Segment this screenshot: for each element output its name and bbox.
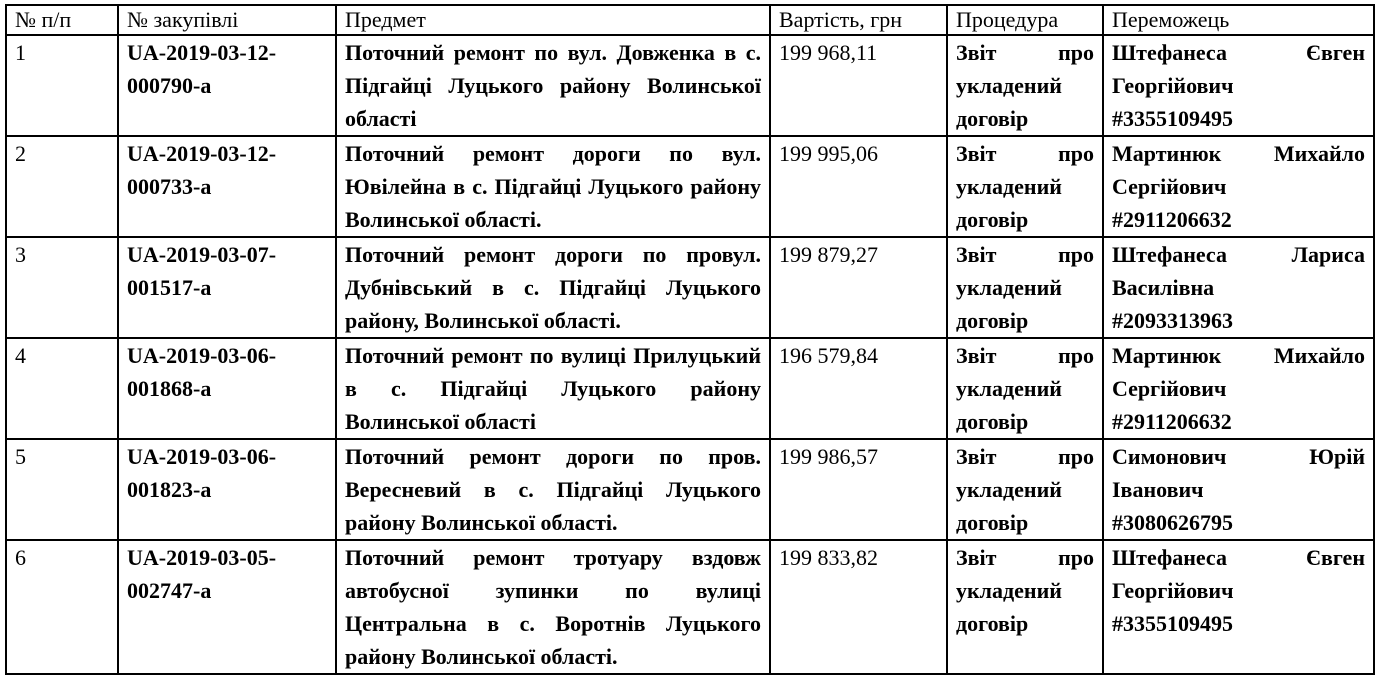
cell-num xyxy=(6,439,118,540)
cell-num xyxy=(6,237,118,338)
winner-patronymic: Василівна xyxy=(1112,275,1215,300)
procedure-line3: договір xyxy=(956,611,1029,636)
procedure-word2: про xyxy=(1058,343,1094,368)
cost-value: 199 995,06 xyxy=(779,141,878,166)
cell-procedure xyxy=(947,136,1103,237)
cell-cost xyxy=(770,338,947,439)
subject-text: Поточний ремонт дороги по провул. Дубнівський в с. Підгайці Луцького району, Волинської області. xyxy=(345,242,761,333)
procedure-line1 xyxy=(956,541,1094,574)
procedure-line3: договір xyxy=(956,308,1029,333)
tender-id-part2: 000733-a xyxy=(127,174,212,199)
procedure-word1: Звіт xyxy=(956,545,997,570)
cell-num xyxy=(6,540,118,674)
procedure-line1 xyxy=(956,440,1094,473)
subject-text: Поточний ремонт дороги по пров. Вересневий в с. Підгайці Луцького району Волинської області. xyxy=(345,444,761,535)
winner-name: Михайло xyxy=(1273,141,1365,166)
winner-surname: Штефанеса xyxy=(1112,40,1227,65)
procedure-line3: договір xyxy=(956,510,1029,535)
procedure-line2: укладений xyxy=(956,477,1062,502)
winner-name: Юрій xyxy=(1309,444,1365,469)
table-row xyxy=(6,35,1374,136)
cell-cost xyxy=(770,439,947,540)
winner-name: Євген xyxy=(1306,40,1365,65)
procedure-word2: про xyxy=(1058,141,1094,166)
tender-id-part1: UA-2019-03-12- xyxy=(127,141,277,166)
winner-patronymic: Сергійович xyxy=(1112,174,1227,199)
tender-id-part1: UA-2019-03-05- xyxy=(127,545,277,570)
row-number: 3 xyxy=(15,242,26,267)
cell-cost xyxy=(770,540,947,674)
tender-id-part1: UA-2019-03-06- xyxy=(127,444,277,469)
header-cost: Вартість, грн xyxy=(770,5,947,35)
winner-name: Михайло xyxy=(1273,343,1365,368)
winner-surname: Штефанеса xyxy=(1112,242,1227,267)
procedure-word2: про xyxy=(1058,545,1094,570)
tender-id-part1: UA-2019-03-12- xyxy=(127,40,277,65)
tender-id-part1: UA-2019-03-07- xyxy=(127,242,277,267)
cell-num xyxy=(6,338,118,439)
winner-line1 xyxy=(1112,36,1365,69)
subject-text: Поточний ремонт дороги по вул. Ювілейна в с. Підгайці Луцького району Волинської області. xyxy=(345,141,761,232)
subject-text: Поточний ремонт по вул. Довженка в с. Підгайці Луцького району Волинської області xyxy=(345,40,761,131)
winner-line1 xyxy=(1112,440,1365,473)
cell-subject xyxy=(336,338,770,439)
procedure-line2: укладений xyxy=(956,275,1062,300)
winner-code: #2911206632 xyxy=(1112,207,1232,232)
table-row xyxy=(6,338,1374,439)
cost-value: 199 968,11 xyxy=(779,40,878,65)
cell-winner xyxy=(1103,237,1374,338)
cell-subject xyxy=(336,439,770,540)
header-procedure: Процедура xyxy=(947,5,1103,35)
cell-winner xyxy=(1103,338,1374,439)
cell-subject xyxy=(336,540,770,674)
cell-procedure xyxy=(947,439,1103,540)
header-winner: Переможець xyxy=(1103,5,1374,35)
table-row xyxy=(6,540,1374,674)
tender-id-part1: UA-2019-03-06- xyxy=(127,343,277,368)
cell-procedure xyxy=(947,338,1103,439)
table-row xyxy=(6,136,1374,237)
winner-patronymic: Сергійович xyxy=(1112,376,1227,401)
table-row xyxy=(6,439,1374,540)
cell-winner xyxy=(1103,35,1374,136)
cell-procedure xyxy=(947,540,1103,674)
procedure-word2: про xyxy=(1058,444,1094,469)
procedure-line2: укладений xyxy=(956,578,1062,603)
winner-patronymic: Георгійович xyxy=(1112,578,1234,603)
cell-winner xyxy=(1103,136,1374,237)
cell-num xyxy=(6,136,118,237)
winner-name: Євген xyxy=(1306,545,1365,570)
cell-subject xyxy=(336,136,770,237)
cell-tender-id xyxy=(118,540,336,674)
tender-id-part2: 001823-a xyxy=(127,477,212,502)
cell-cost xyxy=(770,237,947,338)
procedure-word2: про xyxy=(1058,40,1094,65)
procedure-line3: договір xyxy=(956,106,1029,131)
winner-line1 xyxy=(1112,339,1365,372)
procedure-line2: укладений xyxy=(956,174,1062,199)
table-row xyxy=(6,237,1374,338)
procedure-line1 xyxy=(956,238,1094,271)
procedure-line1 xyxy=(956,36,1094,69)
tender-id-part2: 001517-a xyxy=(127,275,212,300)
procedure-word1: Звіт xyxy=(956,242,997,267)
procedure-line1 xyxy=(956,137,1094,170)
cell-cost xyxy=(770,35,947,136)
cell-procedure xyxy=(947,35,1103,136)
procedure-line2: укладений xyxy=(956,376,1062,401)
procedure-line3: договір xyxy=(956,409,1029,434)
cell-subject xyxy=(336,237,770,338)
procedure-word1: Звіт xyxy=(956,40,997,65)
cell-tender-id xyxy=(118,338,336,439)
tender-id-part2: 000790-a xyxy=(127,73,212,98)
winner-code: #3080626795 xyxy=(1112,510,1233,535)
cost-value: 199 986,57 xyxy=(779,444,878,469)
cell-tender-id xyxy=(118,439,336,540)
winner-line1 xyxy=(1112,541,1365,574)
subject-text: Поточний ремонт по вулиці Прилуцький в с. Підгайці Луцького району Волинської області xyxy=(345,343,761,434)
winner-surname: Симонович xyxy=(1112,444,1227,469)
header-tender-id: № закупівлі xyxy=(118,5,336,35)
cell-winner xyxy=(1103,540,1374,674)
winner-surname: Мартинюк xyxy=(1112,141,1222,166)
table-body xyxy=(6,35,1374,674)
cell-subject xyxy=(336,35,770,136)
winner-surname: Мартинюк xyxy=(1112,343,1222,368)
header-subject: Предмет xyxy=(336,5,770,35)
winner-patronymic: Іванович xyxy=(1112,477,1204,502)
winner-code: #2093313963 xyxy=(1112,308,1233,333)
cell-procedure xyxy=(947,237,1103,338)
cell-tender-id xyxy=(118,237,336,338)
row-number: 2 xyxy=(15,141,26,166)
cell-cost xyxy=(770,136,947,237)
subject-text: Поточний ремонт тротуару вздовж автобусної зупинки по вулиці Центральна в с. Воротнів Луцького району Волинської області. xyxy=(345,545,761,669)
cell-tender-id xyxy=(118,35,336,136)
cost-value: 199 833,82 xyxy=(779,545,878,570)
winner-code: #3355109495 xyxy=(1112,106,1233,131)
procedure-word2: про xyxy=(1058,242,1094,267)
cost-value: 196 579,84 xyxy=(779,343,878,368)
table-header-row xyxy=(6,5,1374,35)
winner-name: Лариса xyxy=(1291,242,1365,267)
row-number: 6 xyxy=(15,545,26,570)
procedure-word1: Звіт xyxy=(956,444,997,469)
cost-value: 199 879,27 xyxy=(779,242,878,267)
cell-num xyxy=(6,35,118,136)
procedure-line1 xyxy=(956,339,1094,372)
procedure-line3: договір xyxy=(956,207,1029,232)
procedure-word1: Звіт xyxy=(956,141,997,166)
tender-id-part2: 002747-a xyxy=(127,578,212,603)
winner-patronymic: Георгійович xyxy=(1112,73,1234,98)
winner-line1 xyxy=(1112,238,1365,271)
row-number: 5 xyxy=(15,444,26,469)
cell-tender-id xyxy=(118,136,336,237)
winner-code: #3355109495 xyxy=(1112,611,1233,636)
cell-winner xyxy=(1103,439,1374,540)
row-number: 1 xyxy=(15,40,26,65)
header-num: № п/п xyxy=(6,5,118,35)
procedure-word1: Звіт xyxy=(956,343,997,368)
procedure-line2: укладений xyxy=(956,73,1062,98)
winner-surname: Штефанеса xyxy=(1112,545,1227,570)
row-number: 4 xyxy=(15,343,26,368)
tender-id-part2: 001868-a xyxy=(127,376,212,401)
winner-line1 xyxy=(1112,137,1365,170)
procurement-table xyxy=(5,4,1375,675)
winner-code: #2911206632 xyxy=(1112,409,1232,434)
procurement-table-sheet xyxy=(5,4,1375,675)
